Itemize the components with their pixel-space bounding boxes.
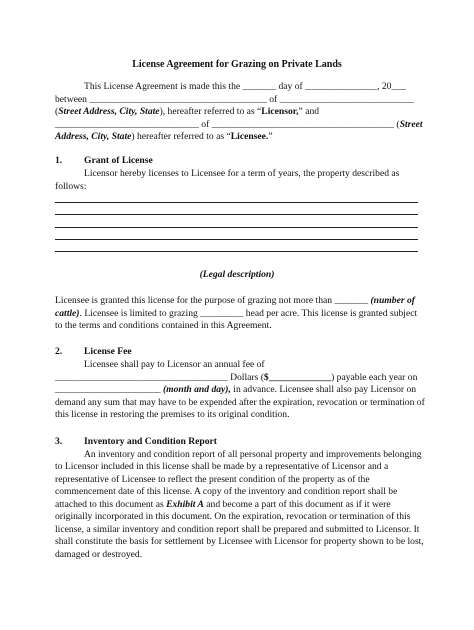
section-3-line-2: to Licensor included in this license shall be made by a representative of Licensor and a bbox=[55, 461, 389, 472]
month-and-day-label: (month and day), bbox=[162, 384, 231, 395]
section-1-p2-line-3: to the terms and conditions contained in this Agreement. bbox=[55, 320, 272, 331]
section-3-line-1: An inventory and condition report of all personal property and improvements belonging bbox=[84, 449, 422, 460]
section-1-line-1: Licensor hereby licenses to Licensee for a term of years, the property described as bbox=[84, 168, 400, 179]
grazing-limit-text: . Licensee is limited to grazing _________ head per acre. This license is granted subject bbox=[79, 308, 418, 319]
payable-text: ) payable each year on bbox=[331, 372, 418, 383]
section-3-line-9: damaged or destroyed. bbox=[55, 549, 143, 560]
section-3-line-4: commencement date of this license. A copy of the inventory and condition report shall be bbox=[55, 486, 398, 497]
section-1-p2-line-1 bbox=[55, 295, 415, 307]
intro-line-4 bbox=[55, 119, 423, 131]
exhibit-a-label: Exhibit A bbox=[166, 499, 204, 510]
description-blank-line[interactable] bbox=[55, 251, 418, 252]
intro-quote-close: ” bbox=[268, 131, 273, 142]
section-1-p2-line-2 bbox=[55, 308, 417, 320]
fee-amount-blank: $_____________ bbox=[263, 372, 332, 383]
section-2-line-4: demand any sum that may have to be expended after the expiration, revocation or termination of bbox=[55, 397, 425, 408]
section-2-number: 2. bbox=[55, 346, 63, 357]
licensor-term: Licensor, bbox=[261, 106, 299, 117]
section-3-line-5 bbox=[55, 499, 391, 511]
description-blank-line[interactable] bbox=[55, 239, 418, 240]
intro-line-4-text: ______________________________ of ______________________________________ ( bbox=[55, 119, 400, 130]
section-1-number: 1. bbox=[55, 155, 63, 166]
intro-line-5 bbox=[55, 131, 273, 143]
intro-line-2: between _____________________________________ of ____________________________ bbox=[55, 94, 414, 105]
grazing-purpose-text: Licensee is granted this license for the purpose of grazing not more than _______ bbox=[55, 295, 371, 306]
number-of-label: (number of bbox=[370, 295, 415, 306]
document-title: License Agreement for Grazing on Private Lands bbox=[132, 59, 342, 70]
section-3-heading: Inventory and Condition Report bbox=[84, 436, 217, 447]
intro-line-5-text: ) hereafter referred to as “ bbox=[131, 131, 231, 142]
intro-and-text: ” and bbox=[298, 106, 320, 117]
description-blank-line[interactable] bbox=[55, 214, 418, 215]
intro-line-1: This License Agreement is made this the _______ day of _______________, 20___ bbox=[84, 81, 406, 92]
licensor-address-label: Street Address, City, State bbox=[58, 106, 160, 117]
section-1-heading: Grant of License bbox=[84, 155, 153, 166]
intro-paren-open: ( bbox=[55, 106, 59, 117]
date-blank: ______________________ bbox=[55, 384, 163, 395]
section-3-line-8: shall constitute the basis for settlement by Licensee with Licensor for property shown to be lost, bbox=[55, 536, 424, 547]
legal-description-label: (Legal description) bbox=[199, 269, 275, 280]
attached-text: attached to this document as bbox=[55, 499, 167, 510]
description-blank-line[interactable] bbox=[55, 202, 418, 203]
section-2-heading: License Fee bbox=[84, 346, 132, 357]
section-1-line-2: follows: bbox=[55, 181, 87, 192]
become-part-text: and become a part of this document as if it were bbox=[203, 499, 391, 510]
section-2-line-2 bbox=[55, 372, 417, 384]
in-advance-text: in advance. Licensee shall also pay Licensor on bbox=[230, 384, 417, 395]
intro-referred-text: ), hereafter referred to as “ bbox=[159, 106, 262, 117]
section-3-number: 3. bbox=[55, 436, 63, 447]
section-3-line-7: license, a similar inventory and condition report shall be prepared and submitted to Licensor. It bbox=[55, 524, 420, 535]
dollars-text: ____________________________________ Dollars ( bbox=[55, 372, 264, 383]
section-2-line-5: this license in restoring the premises to its original condition. bbox=[55, 409, 290, 420]
description-blank-line[interactable] bbox=[55, 227, 418, 228]
licensee-address-label-start: Street bbox=[399, 119, 423, 130]
intro-line-3 bbox=[55, 106, 319, 118]
section-3-line-6: originally incorporated in this document. On the expiration, revocation or termination of this bbox=[55, 511, 411, 522]
cattle-label: cattle) bbox=[55, 308, 80, 319]
licensee-address-label-end: Address, City, State bbox=[55, 131, 132, 142]
section-2-line-3 bbox=[55, 384, 416, 396]
section-2-line-1: Licensee shall pay to Licensor an annual fee of bbox=[84, 359, 265, 370]
section-3-line-3: representative of Licensee to reflect the present condition of the property as of the bbox=[55, 474, 370, 485]
licensee-term: Licensee. bbox=[230, 131, 269, 142]
